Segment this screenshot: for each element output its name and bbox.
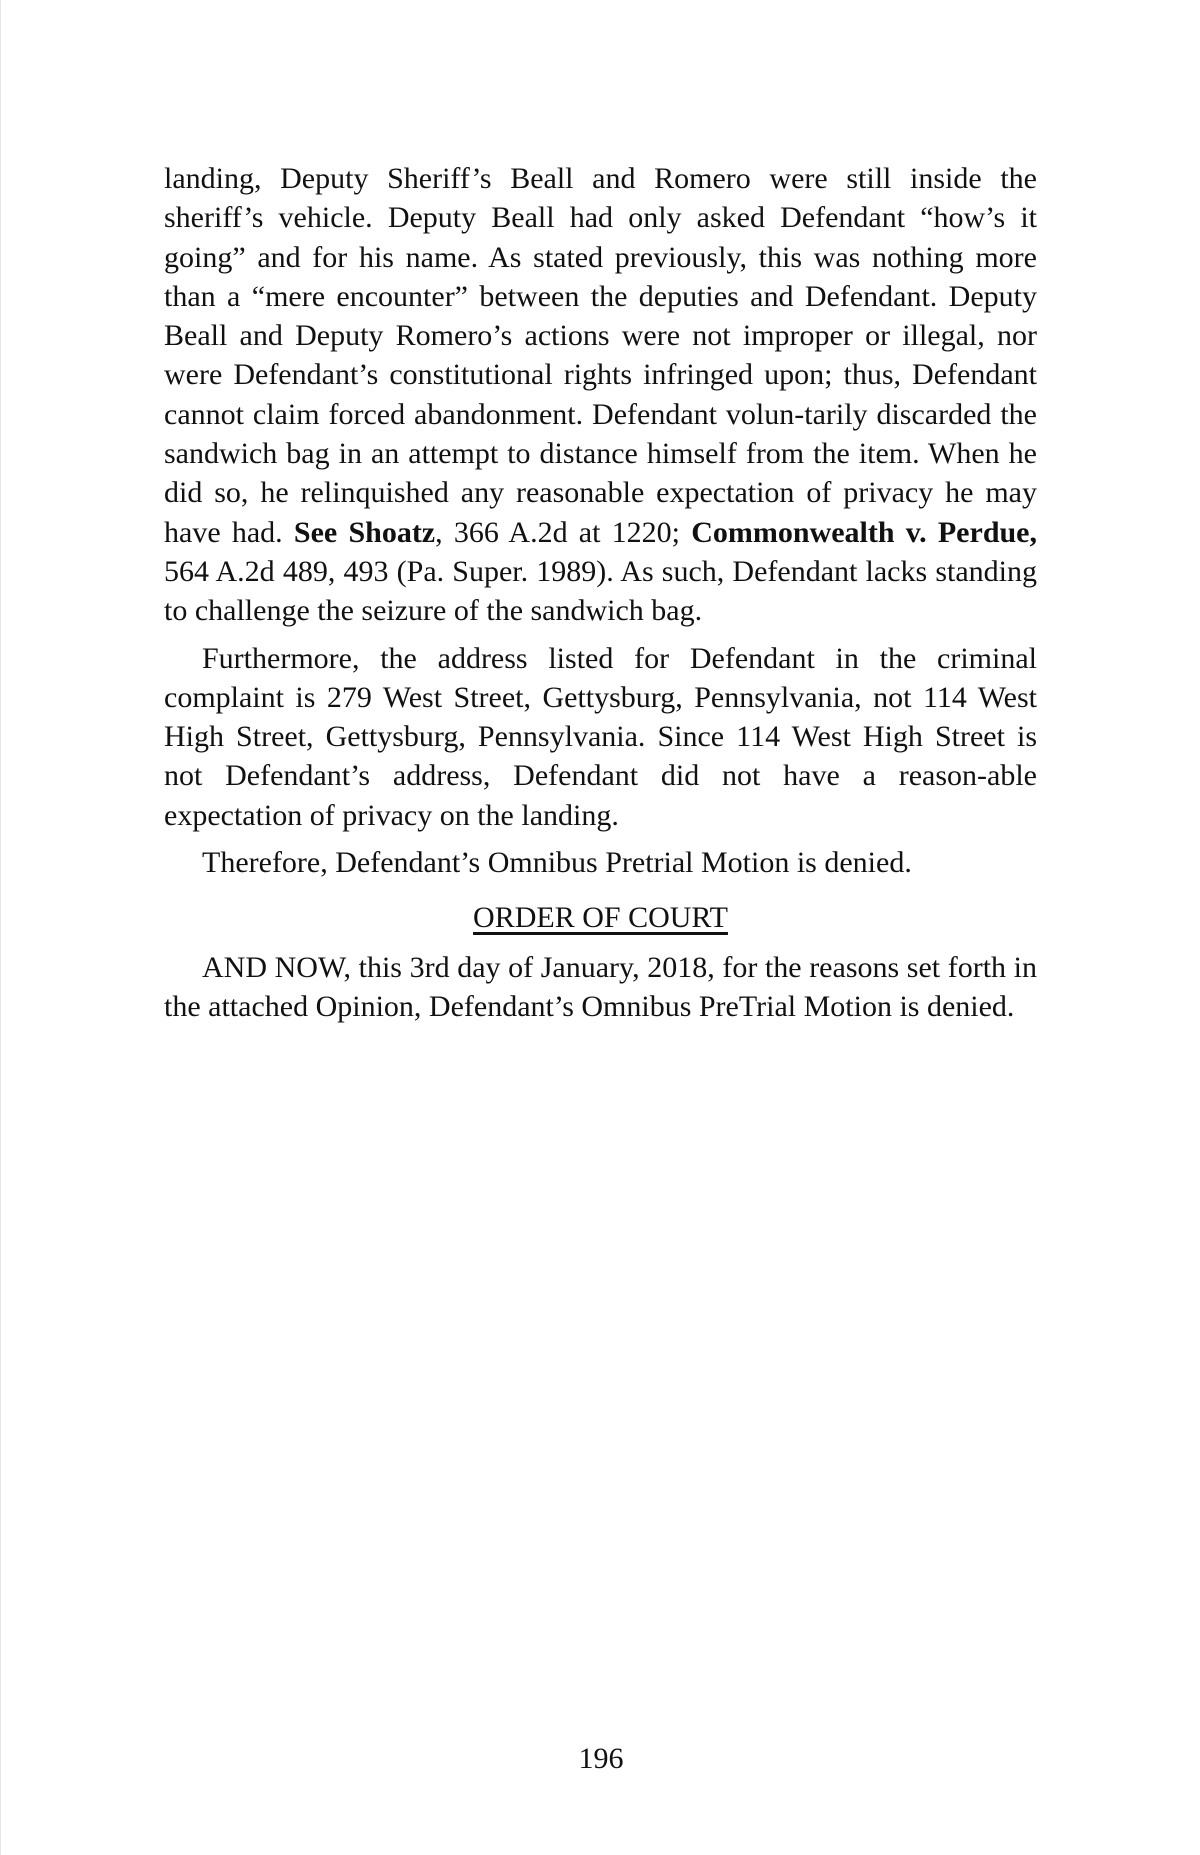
paragraph-abandonment-text-2: , 366 A.2d at 1220; — [435, 515, 692, 549]
paragraph-abandonment — [164, 159, 1037, 631]
order-heading: ORDER OF COURT — [473, 901, 728, 935]
paragraph-address: Furthermore, the address listed for Defendant in the criminal complaint is 279 West Street, Gettysburg, Pennsylvania, not 114 West High Street, Gettysburg, Pennsylvania. Since 114 West High Street is not Defendant’s address, Defendant did not have a reason-able expectation of privacy on the landing. — [164, 641, 1037, 832]
paragraph-conclusion: Therefore, Defendant’s Omnibus Pretrial Motion is denied. — [202, 846, 912, 880]
body-text — [164, 159, 1037, 1034]
paragraph-abandonment-text-3: 564 A.2d 489, 493 (Pa. Super. 1989). As such, Defendant lacks standing to challenge the seizure of the sandwich bag. — [164, 554, 1037, 628]
citation-perdue: Commonwealth v. Perdue, — [691, 515, 1038, 549]
citation-shoatz: See Shoatz — [293, 515, 436, 549]
paragraph-abandonment-text: landing, Deputy Sheriff’s Beall and Romero were still inside the sheriff’s vehicle. Deputy Beall had only asked Defendant “how’s it going” and for his name. As stated previously, this was nothing more than a “mere encounter” between the deputies and Defendant. Deputy Beall and Deputy Romero’s actions were not improper or illegal, nor were Defendant’s constitutional rights infringed upon; thus, Defendant cannot claim forced abandonment. Defendant volun-tarily discarded the sandwich bag in an attempt to distance himself from the item. When he did so, he relinquished any reasonable expectation of privacy he may have had. — [164, 162, 1037, 549]
page-number: 196 — [578, 1742, 624, 1775]
order-text: AND NOW, this 3rd day of January, 2018, for the reasons set forth in the attached Opinion, Defendant’s Omnibus PreTrial Motion is denied. — [164, 950, 1037, 1023]
